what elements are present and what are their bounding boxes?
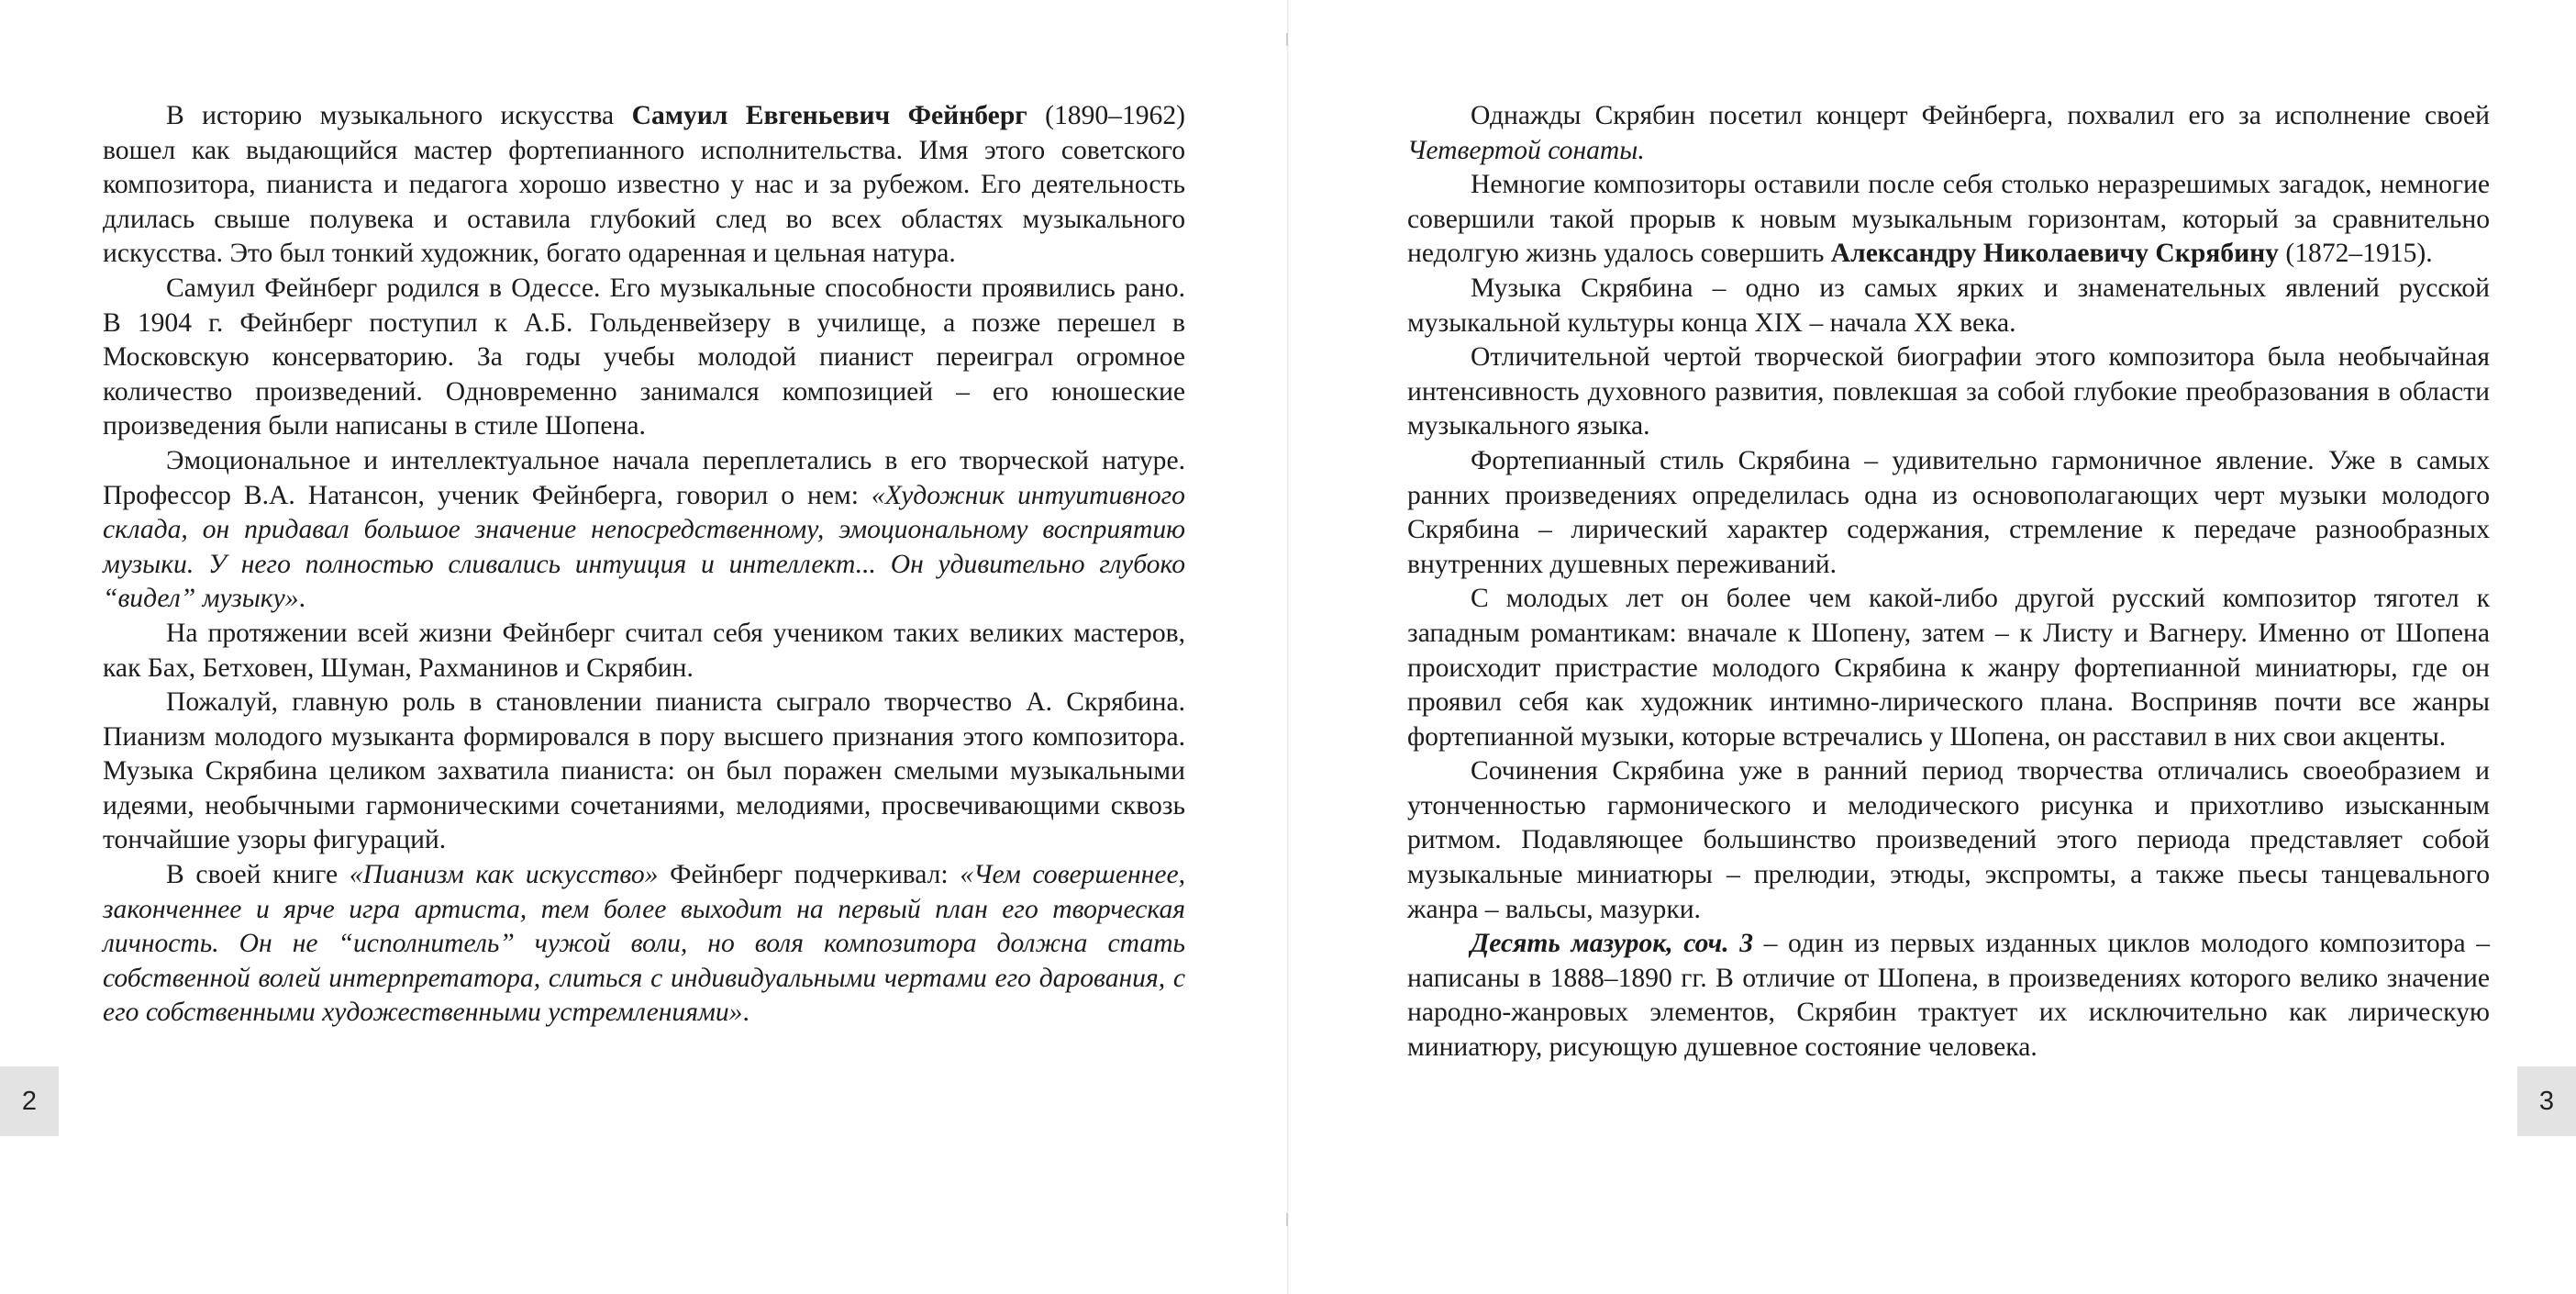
paragraph: Немногие композиторы оставили после себя столько неразрешимых загадок, немногие совершили такой прорыв к новым музыкальным горизонтам, который за сравнительно недолгую жизнь удалось совершить Александру Николаевичу Скрябину (1872–1915).	[1407, 170, 2490, 269]
paragraph: Музыка Скрябина – одно из самых ярких и знаменательных явлений русской музыкальной культуры конца XIX – начала XX века.	[1407, 273, 2490, 338]
crop-mark-top	[1286, 33, 1288, 46]
paragraph: Однажды Скрябин посетил концерт Фейнберга, похвалил его за исполнение своей Четвертой сонаты.	[1407, 101, 2490, 165]
italic-run: Четвертой сонаты.	[1407, 135, 1645, 165]
paragraph: С молодых лет он более чем какой-либо другой русский композитор тяготел к западным романтикам: вначале к Шопену, затем – к Листу и Вагнеру. Именно от Шопена происходит пристрастие молодого Скрябина к жанру фортепианной миниатюры, где он проявил себя как художник интимно-лирического плана. Восприняв почти все жанры фортепианной музыки, которые встречались у Шопена, он расставил в них свои акценты.	[1407, 584, 2490, 752]
crop-mark-bottom	[1286, 1213, 1288, 1226]
bold-run: Александру Николаевичу Скрябину	[1830, 239, 2279, 269]
italic-run: «Пианизм как искусство»	[349, 860, 659, 890]
paragraph: Сочинения Скрябина уже в ранний период творчества отличались своеобразием и утонченностью гармонического и мелодического рисунка и прихотливо изысканным ритмом. Подавляющее большинство произведений этого периода представляет собой музыкальные миниатюры – прелюдии, этюды, экспромты, а также пьесы танцевального жанра – вальсы, мазурки.	[1407, 756, 2490, 924]
bold-italic-run: Десять мазурок, соч. 3	[1471, 929, 1754, 959]
page-number-left: 2	[0, 1066, 59, 1136]
italic-run: «Чем совершеннее, законченнее и ярче игра артиста, тем более выходит на первый план его творческая личность. Он не “исполнитель” чужой воли, но воля композитора должна стать собственной волей интерпретатора, слиться с индивидуальными чертами его дарования, с его собственными художественными устремлениями»	[103, 860, 1185, 1028]
paragraph: Эмоциональное и интеллектуальное начала переплетались в его творческой натуре. Профессор В.А. Натансон, ученик Фейнберга, говорил о нем: «Художник интуитивного склада, он придавал большое значение непосредственному, эмоциональному восприятию музыки. У него полностью сливались интуиция и интеллект... Он удивительно глубоко “видел” музыку».	[103, 445, 1185, 614]
paragraph: На протяжении всей жизни Фейнберг считал себя учеником таких великих мастеров, как Бах, Бетховен, Шуман, Рахманинов и Скрябин.	[103, 618, 1185, 683]
paragraph: Пожалуй, главную роль в становлении пианиста сыграло творчество А. Скрябина. Пианизм молодого музыканта формировался в пору высшего признания этого композитора. Музыка Скрябина целиком захватила пианиста: он был поражен смелыми музыкальными идеями, необычными гармоническими сочетаниями, мелодиями, просвечивающими сквозь тончайшие узоры фигураций.	[103, 687, 1185, 855]
paragraph: Десять мазурок, соч. 3 – один из первых изданных циклов молодого композитора – написаны в 1888–1890 гг. В отличие от Шопена, в произведениях которого велико значение народно-жанровых элементов, Скрябин трактует их исключительно как лирическую миниатюру, рисующую душевное состояние человека.	[1407, 929, 2490, 1063]
paragraph: Фортепианный стиль Скрябина – удивительно гармоничное явление. Уже в самых ранних произведениях определилась одна из основополагающих черт музыки молодого Скрябина – лирический характер содержания, стремление к передаче разнообразных внутренних душевных переживаний.	[1407, 445, 2490, 579]
italic-run: «Художник интуитивного склада, он придавал большое значение непосредственному, эмоциональному восприятию музыки. У него полностью сливались интуиция и интеллект... Он удивительно глубоко “видел” музыку»	[103, 480, 1185, 614]
paragraph: Отличительной чертой творческой биографии этого композитора была необычайная интенсивность духовного развития, повлекшая за собой глубокие преобразования в области музыкального языка.	[1407, 342, 2490, 441]
paragraph: В историю музыкального искусства Самуил Евгеньевич Фейнберг (1890–1962) вошел как выдающийся мастер фортепианного исполнительства. Имя этого советского композитора, пианиста и педагога хорошо известно у нас и за рубежом. Его деятельность длилась свыше полувека и оставила глубокий след во всех областях музыкального искусства. Это был тонкий художник, богато одаренная и цельная натура.	[103, 101, 1186, 269]
page-number-right: 3	[2517, 1066, 2576, 1136]
paragraph: Самуил Фейнберг родился в Одессе. Его музыкальные способности проявились рано. В 1904 г. Фейнберг поступил к А.Б. Гольденвейзеру в училище, а позже перешел в Московскую консерваторию. За годы учебы молодой пианист переиграл огромное количество произведений. Одновременно занимался композицией – его юношеские произведения были написаны в стиле Шопена.	[103, 273, 1185, 441]
right-page-text	[1407, 99, 2490, 1065]
bold-run: Самуил Евгеньевич Фейнберг	[631, 101, 1027, 130]
book-gutter	[1287, 0, 1289, 1294]
left-page-text	[103, 99, 1185, 1031]
paragraph: В своей книге «Пианизм как искусство» Фейнберг подчеркивал: «Чем совершеннее, законченнее и ярче игра артиста, тем более выходит на первый план его творческая личность. Он не “исполнитель” чужой воли, но воля композитора должна стать собственной волей интерпретатора, слиться с индивидуальными чертами его дарования, с его собственными художественными устремлениями».	[103, 860, 1185, 1028]
